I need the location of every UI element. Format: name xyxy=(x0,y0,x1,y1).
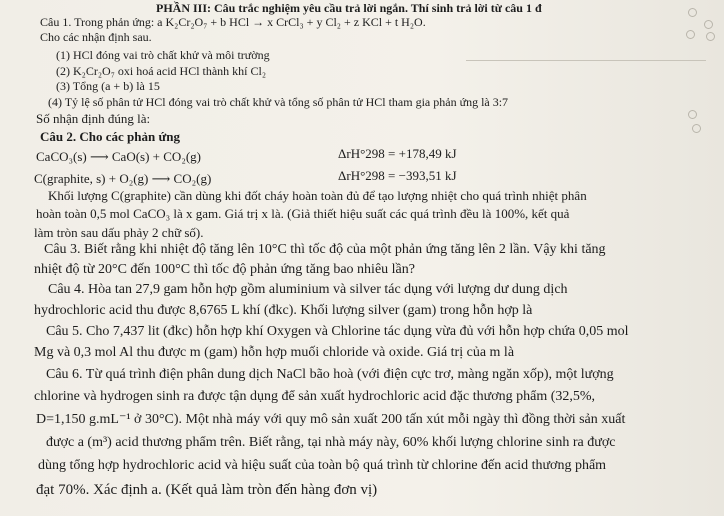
margin-mark xyxy=(686,30,695,39)
q3-paragraph-2: nhiệt độ từ 20°C đến 100°C thì tốc độ phản ứng tăng bao nhiêu lần? xyxy=(34,262,415,277)
q5-paragraph-2: Mg và 0,3 mol Al thu được m (gam) hỗn hợp muối chloride và oxide. Giá trị của m là xyxy=(34,345,515,360)
q1-question: Số nhận định đúng là: xyxy=(36,111,151,126)
q2-paragraph-3: làm tròn sau dấu phảy 2 chữ số). xyxy=(34,225,204,240)
margin-mark xyxy=(706,32,715,41)
q6-paragraph-2: chlorine và hydrogen sinh ra được tận dụng để sản xuất hydrochloric acid đặc thương phẩm (32,5%, xyxy=(34,389,596,404)
q6-paragraph-5: dùng tổng hợp hydrochloric acid và hiệu suất của toàn bộ quá trình từ chlorine đến acid thương phẩm xyxy=(38,458,607,473)
faint-rule xyxy=(466,60,706,61)
q2-reaction-2: C(graphite, s) + O₂(g) ⟶ CO₂(g) xyxy=(34,171,212,186)
margin-mark xyxy=(704,20,713,29)
q2-reaction-1: CaCO₃(s) ⟶ CaO(s) + CO₂(g) xyxy=(36,149,202,164)
margin-mark xyxy=(688,8,697,17)
section-title: PHẦN III: Câu trắc nghiệm yêu cầu trả lời ngắn. Thí sinh trả lời từ câu 1 đ xyxy=(156,1,542,15)
q1-line2: Cho các nhận định sau. xyxy=(40,30,152,44)
margin-mark xyxy=(692,124,701,133)
q2-paragraph-1: Khối lượng C(graphite) cần dùng khi đốt cháy hoàn toàn đủ để tạo lượng nhiệt cho quá trình nhiệt phân xyxy=(48,188,587,203)
q1-line1: Câu 1. Trong phản ứng: a K₂Cr₂O₇ + b HCl → x CrCl₃ + y Cl₂ + z KCl + t H₂O. xyxy=(40,15,426,29)
q2-title: Câu 2. Cho các phản ứng xyxy=(40,129,180,144)
q2-enthalpy-2: ΔrH°298 = −393,51 kJ xyxy=(338,168,457,183)
q6-paragraph-3: D=1,150 g.mL⁻¹ ở 30°C). Một nhà máy với quy mô sản xuất 200 tấn xút mỗi ngày thì đồng thời sản xuất xyxy=(36,412,626,427)
margin-mark xyxy=(688,110,697,119)
q5-paragraph-1: Câu 5. Cho 7,437 lit (đkc) hỗn hợp khí Oxygen và Chlorine tác dụng vừa đủ với hỗn hợp chứa 0,05 mol xyxy=(46,324,629,339)
q1-statement-4: (4) Tỷ lệ số phân tử HCl đóng vai trò chất khử và tổng số phân tử HCl tham gia phản ứng là 3:7 xyxy=(48,95,509,109)
q1-statement-1: (1) HCl đóng vai trò chất khử và môi trường xyxy=(56,48,270,62)
q2-enthalpy-1: ΔrH°298 = +178,49 kJ xyxy=(338,146,457,161)
q6-paragraph-6: đạt 70%. Xác định a. (Kết quả làm tròn đến hàng đơn vị) xyxy=(36,482,378,498)
q1-statement-2: (2) K₂Cr₂O₇ oxi hoá acid HCl thành khí Cl₂ xyxy=(56,64,267,78)
q3-paragraph-1: Câu 3. Biết rằng khi nhiệt độ tăng lên 10°C thì tốc độ của một phản ứng tăng lên 2 lần. Vậy khi tăng xyxy=(44,242,606,257)
q1-statement-3: (3) Tổng (a + b) là 15 xyxy=(56,79,160,93)
q6-paragraph-1: Câu 6. Từ quá trình điện phân dung dịch NaCl bão hoà (với điện cực trơ, màng ngăn xốp), một lượng xyxy=(46,367,614,382)
q6-paragraph-4: được a (m³) acid thương phẩm trên. Biết rằng, tại nhà máy này, 60% khối lượng chlorine sinh ra được xyxy=(46,435,616,450)
q4-paragraph-2: hydrochloric acid thu được 8,6765 L khí (đkc). Khối lượng silver (gam) trong hỗn hợp là xyxy=(34,303,533,318)
q2-paragraph-2: hoàn toàn 0,5 mol CaCO₃ là x gam. Giá trị x là. (Giả thiết hiệu suất các quá trình đều là 100%, kết quả xyxy=(36,206,570,221)
q4-paragraph-1: Câu 4. Hòa tan 27,9 gam hỗn hợp gồm aluminium và silver tác dụng với lượng dư dung dịch xyxy=(48,282,568,297)
